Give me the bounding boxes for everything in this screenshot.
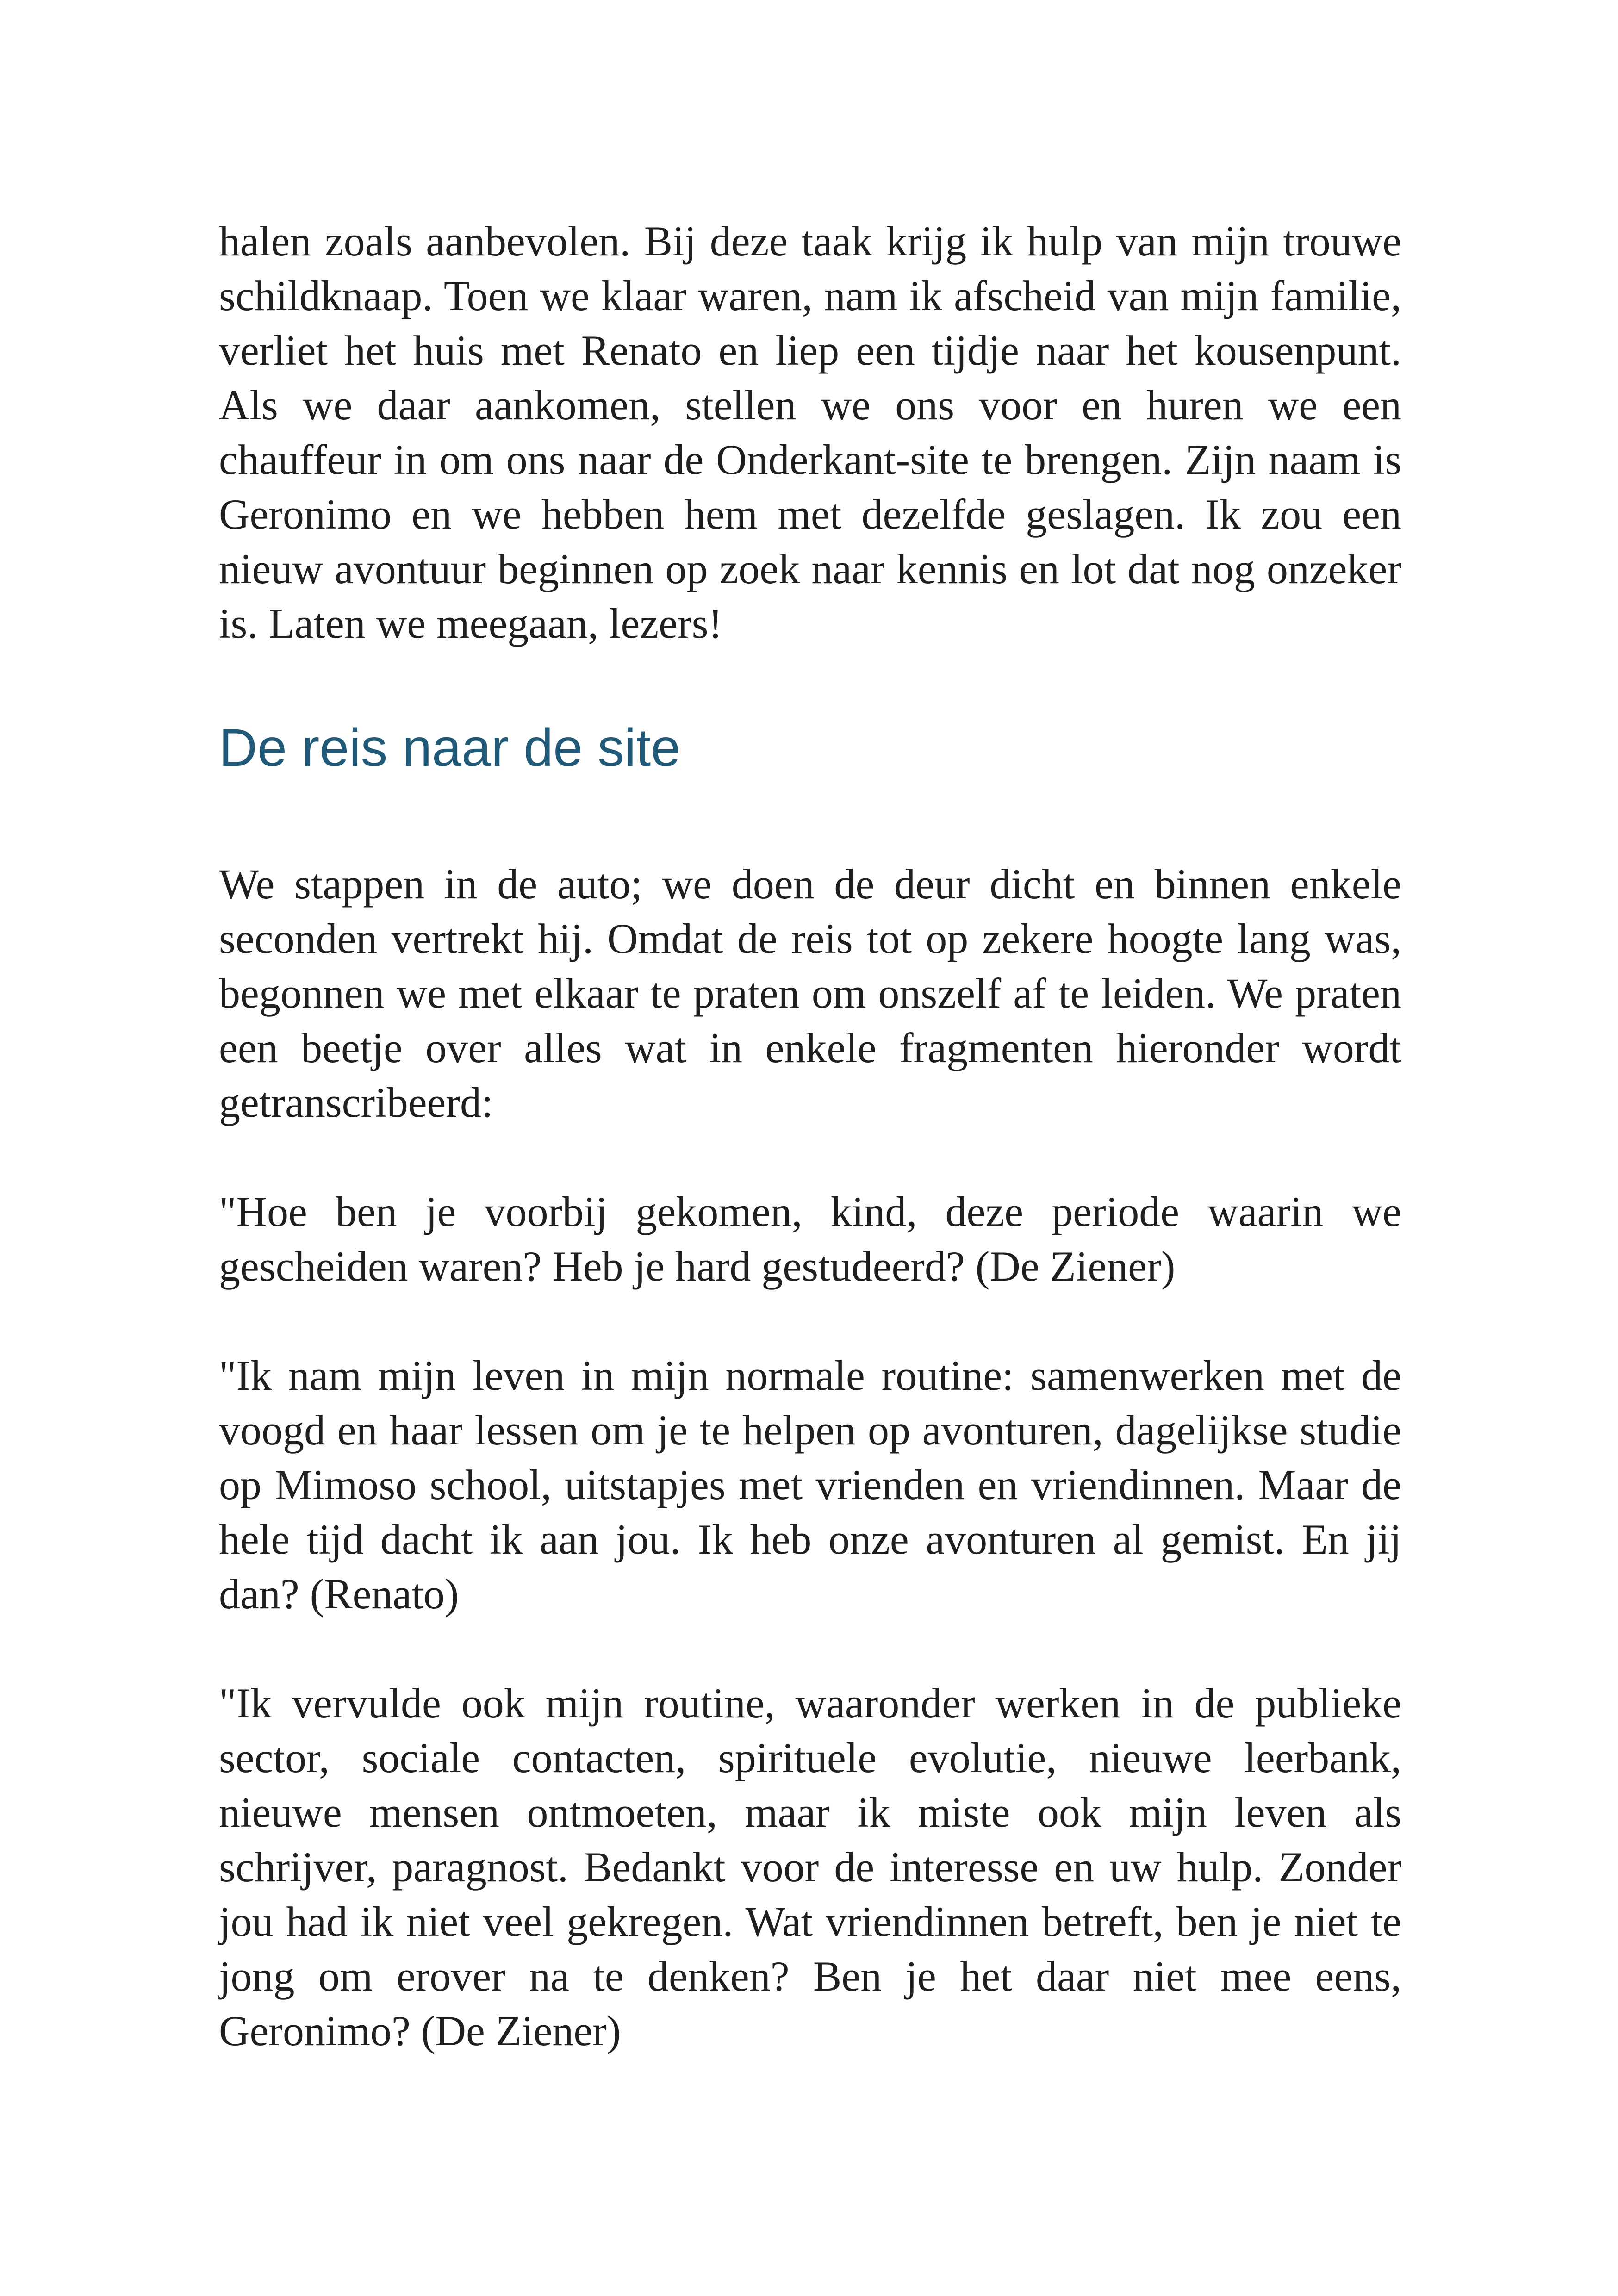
page-content <box>219 214 1401 2058</box>
dialogue-ziener-question: "Hoe ben je voorbij gekomen, kind, deze periode waarin we gescheiden waren? Heb je hard gestudeerd? (De Ziener) <box>219 1188 1401 1290</box>
dialogue-ziener-reply: "Ik vervulde ook mijn routine, waaronder werken in de publieke sector, sociale contacten, spirituele evolutie, nieuwe leerbank, nieuwe mensen ontmoeten, maar ik miste ook mijn leven als schrijver, paragnost. Bedankt voor de interesse en uw hulp. Zonder jou had ik niet veel gekregen. Wat vriendinnen betreft, ben je niet te jong om erover na te denken? Ben je het daar niet mee eens, Geronimo? (De Ziener) <box>219 1680 1401 2054</box>
dialogue-renato-answer: "Ik nam mijn leven in mijn normale routine: samenwerken met de voogd en haar lessen om je te helpen op avonturen, dagelijkse studie op Mimoso school, uitstapjes met vrienden en vriendinnen. Maar de hele tijd dacht ik aan jou. Ik heb onze avonturen al gemist. En jij dan? (Renato) <box>219 1352 1401 1618</box>
section-heading: De reis naar de site <box>219 718 681 778</box>
intro-paragraph: halen zoals aanbevolen. Bij deze taak krijg ik hulp van mijn trouwe schildknaap. Toen we klaar waren, nam ik afscheid van mijn familie, verliet het huis met Renato en liep een tijdje naar het kousenpunt. Als we daar aankomen, stellen we ons voor en huren we een chauffeur in om ons naar de Onderkant-site te brengen. Zijn naam is Geronimo en we hebben hem met dezelfde geslagen. Ik zou een nieuw avontuur beginnen op zoek naar kennis en lot dat nog onzeker is. Laten we meegaan, lezers! <box>219 218 1401 647</box>
paragraph-journey: We stappen in de auto; we doen de deur dicht en binnen enkele seconden vertrekt hij. Omdat de reis tot op zekere hoogte lang was, begonnen we met elkaar te praten om onszelf af te leiden. We praten een beetje over alles wat in enkele fragmenten hieronder wordt getranscribeerd: <box>219 860 1401 1126</box>
